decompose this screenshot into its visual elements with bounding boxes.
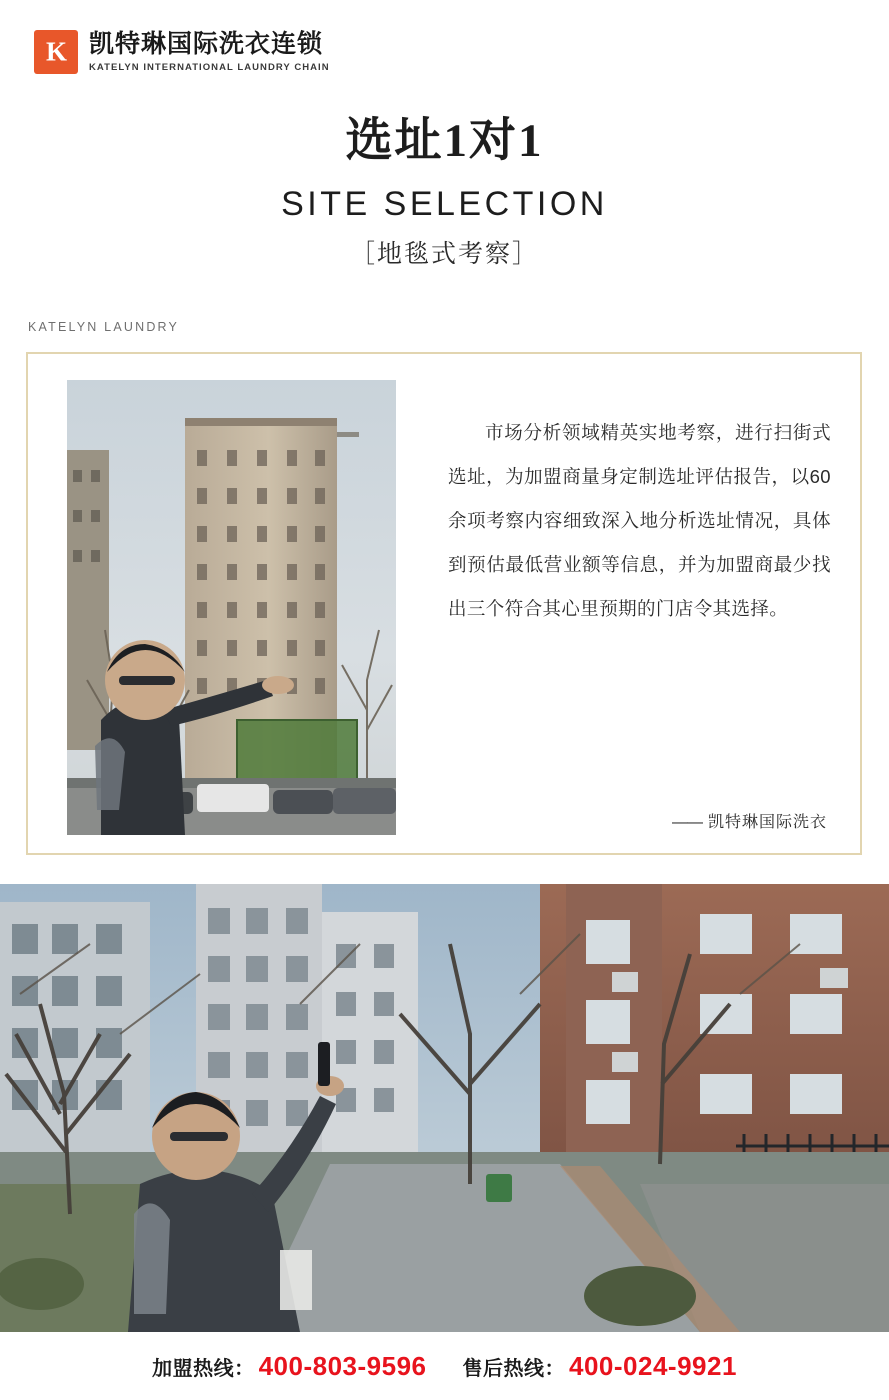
- signature-dash: ——: [671, 814, 702, 831]
- footer-hotlines: [0, 1332, 889, 1400]
- join-hotline-label: 加盟热线：: [152, 1357, 255, 1380]
- logo-mark-icon: [34, 30, 78, 74]
- description-column: [448, 411, 831, 631]
- site-inspection-photo: [67, 380, 396, 835]
- join-hotline: [152, 1351, 426, 1382]
- description-text: 市场分析领域精英实地考察，进行扫街式选址，为加盟商量身定制选址评估报告，以60余项考察内容细致深入地分析选址情况，具体到预估最低营业额等信息，并为加盟商最少找出三个符合其心里预期的门店令其选择。: [448, 422, 831, 619]
- logo-letter: K: [45, 36, 66, 67]
- signature-text: 凯特琳国际洗衣: [707, 814, 827, 831]
- brand-logo: [34, 30, 330, 74]
- service-hotline: [463, 1351, 737, 1382]
- service-hotline-label: 售后热线：: [462, 1357, 565, 1380]
- service-hotline-number[interactable]: 400-024-9921: [569, 1350, 737, 1381]
- page-title-cn: 选址1对1: [345, 115, 544, 167]
- page-subtitle: ［地毯式考察］: [349, 240, 539, 268]
- brand-caption: KATELYN LAUNDRY: [28, 320, 180, 334]
- brand-name-cn: 凯特琳国际洗衣连锁: [89, 30, 324, 59]
- street-survey-photo: [0, 884, 889, 1332]
- content-card: [26, 352, 862, 855]
- brand-name-en: KATELYN INTERNATIONAL LAUNDRY CHAIN: [89, 61, 330, 73]
- signature: [672, 809, 827, 832]
- logo-text: [89, 31, 330, 73]
- title-zone: [0, 115, 889, 268]
- join-hotline-number[interactable]: 400-803-9596: [258, 1350, 427, 1381]
- page-title-en: SITE SELECTION: [281, 185, 608, 223]
